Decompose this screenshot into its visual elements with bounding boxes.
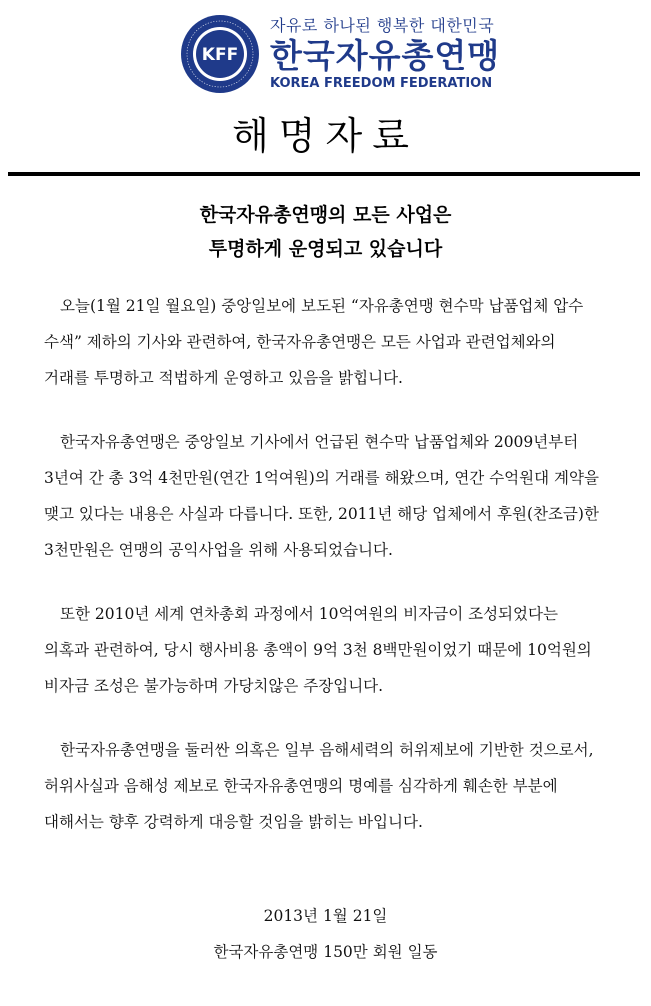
- signature-line: 한국자유총연맹 150만 회원 일동: [213, 943, 438, 961]
- document-title: 해명자료: [232, 114, 419, 158]
- brand-name-korean: 한국자유총연맹: [270, 36, 501, 75]
- brand-slogan: 자유로 하나된 행복한 대한민국: [270, 16, 495, 35]
- headline: [0, 198, 651, 266]
- paragraph-line: 의혹과 관련하여, 당시 행사비용 총액이 9억 3천 8백만원이었기 때문에 10억원의: [44, 641, 592, 659]
- headline-line-1: 한국자유총연맹의 모든 사업은: [199, 204, 452, 226]
- document-footer: [0, 898, 651, 970]
- letterhead: [0, 0, 651, 100]
- paragraph-line: 거래를 투명하고 적법하게 운영하고 있음을 밝힙니다.: [44, 369, 403, 387]
- brand-name-english: KOREA FREEDOM FEDERATION: [270, 76, 493, 91]
- paragraph-line: 맺고 있다는 내용은 사실과 다릅니다. 또한, 2011년 해당 업체에서 후원(찬조금)한: [44, 505, 599, 523]
- paragraph-line: 한국자유총연맹은 중앙일보 기사에서 언급된 현수막 납품업체와 2009년부터: [60, 433, 579, 451]
- title-divider: [8, 172, 640, 176]
- paragraph-line: 오늘(1월 21일 월요일) 중앙일보에 보도된 “자유총연맹 현수막 납품업체 압수: [60, 297, 584, 315]
- paragraph-2: [44, 424, 614, 568]
- headline-line-2: 투명하게 운영되고 있습니다: [208, 238, 443, 260]
- paragraph-3: [44, 596, 614, 704]
- paragraph-line: 비자금 조성은 불가능하며 가당치않은 주장입니다.: [44, 677, 384, 695]
- paragraph-line: 대해서는 향후 강력하게 대응할 것임을 밝히는 바입니다.: [44, 813, 423, 831]
- issue-date: 2013년 1월 21일: [263, 907, 388, 925]
- kff-logo-emblem: [180, 14, 260, 94]
- paragraph-line: 수색” 제하의 기사와 관련하여, 한국자유총연맹은 모든 사업과 관련업체와의: [44, 333, 556, 351]
- paragraph-1: [44, 288, 614, 396]
- paragraph-line: 한국자유총연맹을 둘러싼 의혹은 일부 음해세력의 허위제보에 기반한 것으로서,: [60, 741, 594, 759]
- brand-block: [270, 16, 570, 92]
- paragraph-4: [44, 732, 614, 840]
- kff-logo-icon: [180, 14, 260, 94]
- paragraph-line: 허위사실과 음해성 제보로 한국자유총연맹의 명예를 심각하게 훼손한 부분에: [44, 777, 558, 795]
- paragraph-line: 3천만원은 연맹의 공익사업을 위해 사용되었습니다.: [44, 541, 393, 559]
- paragraph-line: 3년여 간 총 3억 4천만원(연간 1억여원)의 거래를 해왔으며, 연간 수억원대 계약을: [44, 469, 599, 487]
- logo-text: KFF: [201, 45, 239, 65]
- document-body: [44, 288, 614, 868]
- paragraph-line: 또한 2010년 세계 연차총회 과정에서 10억여원의 비자금이 조성되었다는: [60, 605, 558, 623]
